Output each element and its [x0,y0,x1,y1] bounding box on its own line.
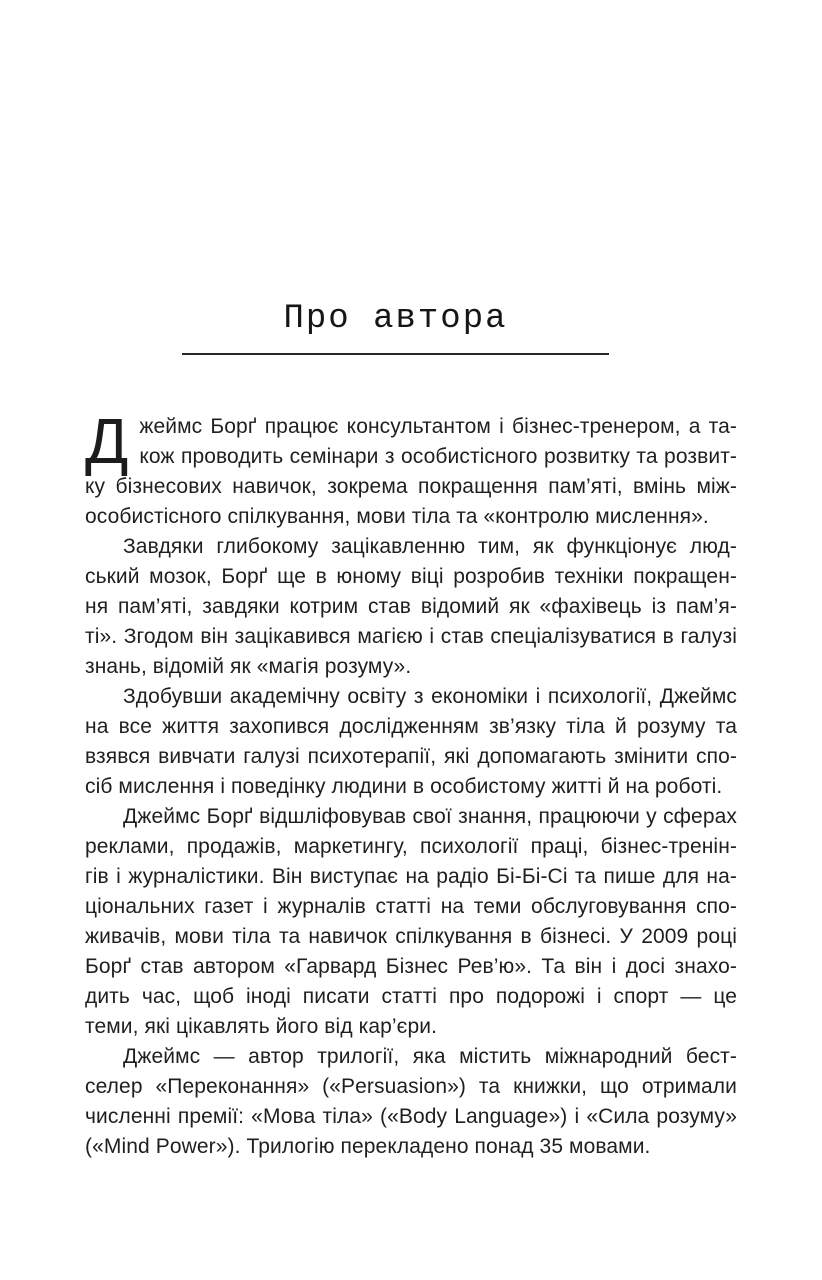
text-line: живачів, мови тіла та навичок спілкування в бізнесі. У 2009 році [85,925,737,948]
text-line: взявся вивчати галузі психотерапії, які допомагають змінити спо- [85,745,737,768]
text-line: ціональних газет і журналів статті на теми обслуговування спо- [85,895,737,918]
body-text [85,405,737,1162]
text-line: («Mind Power»). Трилогію перекладено понад 35 мовами. [85,1135,651,1158]
text-line: дить час, щоб іноді писати статті про подорожі і спорт — це [85,985,737,1008]
text-line: селер «Переконання» («Persuasion») та книжки, що отримали [85,1075,737,1098]
text-line: ський мозок, Борґ ще в юному віці розробив техніки покращен- [85,565,737,588]
text-line: кож проводить семінари з особистісного розвитку та розвит- [139,445,737,468]
drop-cap: Д [85,405,129,477]
text-line: численні премії: «Мова тіла» («Body Language») і «Сила розуму» [85,1105,737,1128]
text-line: ку бізнесових навичок, зокрема покращення пам’яті, вмінь між- [85,475,737,498]
text-line: сіб мислення і поведінку людини в особистому житті й на роботі. [85,775,723,798]
paragraph [85,682,737,802]
text-line: Борґ став автором «Гарвард Бізнес Рев’ю». Та він і досі знахо- [85,955,737,978]
text-line: Завдяки глибокому зацікавленню тим, як функціонує люд- [123,535,737,558]
paragraph [85,1042,737,1162]
paragraph [85,532,737,682]
text-line: особистісного спілкування, мови тіла та «контролю мислення». [85,505,709,528]
text-line: реклами, продажів, маркетингу, психології праці, бізнес-тренін- [85,835,737,858]
text-line: жеймс Борґ працює консультантом і бізнес-тренером, а та- [139,415,737,438]
text-line: Здобувши академічну освіту з економіки і психології, Джеймс [123,685,737,708]
paragraph [85,405,737,532]
text-line: теми, які цікавлять його від кар’єри. [85,1015,438,1038]
text-line: ня пам’яті, завдяки котрим став відомий як «фахівець із пам’я- [85,595,737,618]
text-line: гів і журналістики. Він виступає на радіо Бі-Бі-Сі та пише для на- [85,865,737,888]
chapter-header [182,302,609,355]
text-line: Джеймс — автор трилогії, яка містить міжнародний бест- [123,1045,737,1068]
page-title: Про автора [283,300,508,338]
text-line: Джеймс Борґ відшліфовував свої знання, працюючи у сферах [123,805,737,828]
text-line: ті». Згодом він зацікавився магією і став спеціалізуватися в галузі [85,625,737,648]
text-line: знань, відомій як «магія розуму». [85,655,412,678]
paragraph [85,802,737,1042]
text-line: на все життя захопився дослідженням зв’язку тіла й розуму та [85,715,737,738]
